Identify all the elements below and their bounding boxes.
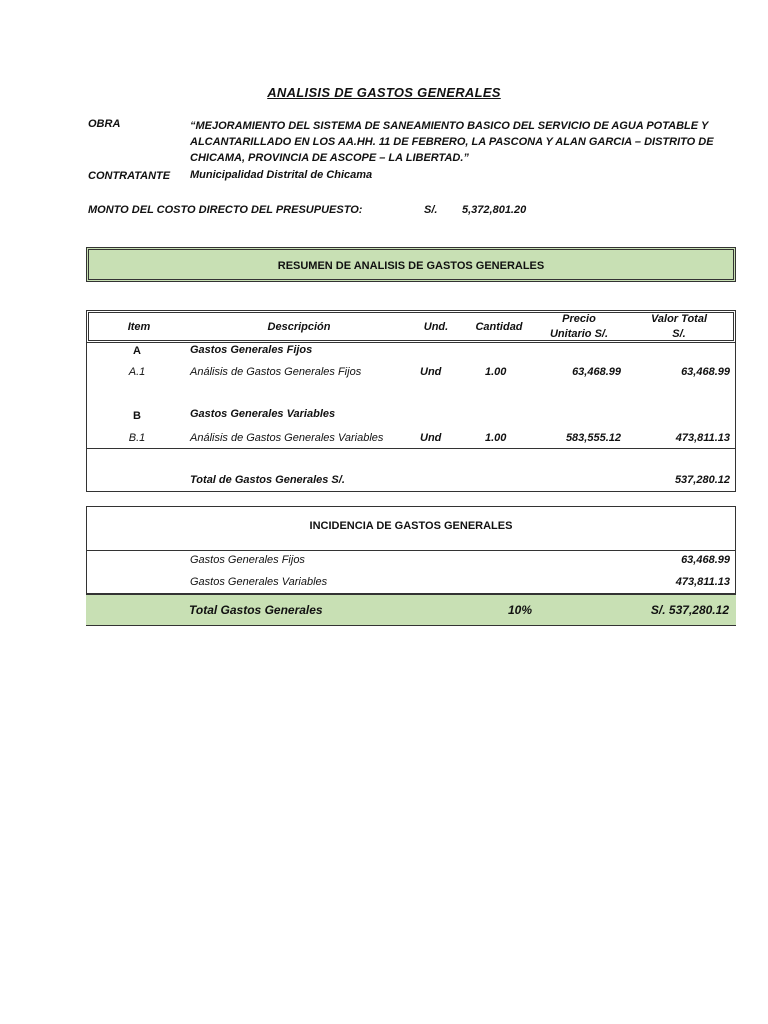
obra-label: OBRA (88, 118, 121, 130)
header-valor-2: S/. (672, 328, 686, 340)
header-descripcion: Descripción (267, 321, 331, 333)
resumen-banner (86, 247, 736, 282)
row-b1-valor: 473,811.13 (675, 432, 730, 444)
obra-text: “MEJORAMIENTO DEL SISTEMA DE SANEAMIENTO BASICO DEL SERVICIO DE AGUA POTABLE Y ALCANTARILLADO EN LOS AA.HH. 11 DE FEBRERO, LA PASCONA Y ALAN GARCIA – DISTRITO DE CHICAMA, PROVINCIA DE ASCOPE – LA LIBERTAD.” (190, 120, 714, 164)
monto-value: 5,372,801.20 (462, 204, 527, 216)
total-label: Total de Gastos Generales S/. (190, 474, 345, 486)
header-item: Item (127, 321, 151, 333)
group-a-title: Gastos Generales Fijos (190, 344, 313, 356)
incidencia-row-label: Gastos Generales Fijos (190, 554, 305, 566)
row-b1-cant: 1.00 (485, 432, 507, 444)
resumen-title: RESUMEN DE ANALISIS DE GASTOS GENERALES (277, 260, 545, 272)
total-value: 537,280.12 (674, 474, 730, 486)
incidencia-row-value: 63,468.99 (681, 554, 730, 566)
row-a1-item: A.1 (128, 366, 146, 378)
header-und: Und. (423, 321, 449, 333)
header-precio-2: Unitario S/. (549, 328, 609, 340)
incidencia-row-label: Gastos Generales Variables (190, 576, 328, 588)
header-precio-1: Precio (562, 313, 596, 325)
row-a1-und: Und (420, 366, 442, 378)
row-b1-und: Und (420, 432, 442, 444)
row-a1-precio: 63,468.99 (572, 366, 621, 378)
row-a1-cant: 1.00 (485, 366, 507, 378)
incidencia-total-value: S/. 537,280.12 (650, 603, 729, 617)
contratante-label: CONTRATANTE (88, 170, 171, 182)
contratante-value: Municipalidad Distrital de Chicama (190, 169, 373, 181)
row-b1-precio: 583,555.12 (565, 432, 621, 444)
incidencia-title: INCIDENCIA DE GASTOS GENERALES (309, 520, 513, 532)
incidencia-table (86, 506, 736, 626)
monto-label: MONTO DEL COSTO DIRECTO DEL PRESUPUESTO: (88, 204, 363, 216)
gastos-table (86, 310, 736, 492)
incidencia-total-label: Total Gastos Generales (189, 603, 323, 617)
group-b-title: Gastos Generales Variables (190, 408, 336, 420)
incidencia-total-pct: 10% (508, 603, 533, 617)
row-a1-desc: Análisis de Gastos Generales Fijos (190, 366, 362, 378)
incidencia-row-value: 473,811.13 (675, 576, 730, 588)
incidencia-divider (87, 550, 735, 551)
group-a-item: A (133, 345, 141, 357)
row-b1-item: B.1 (128, 432, 146, 444)
monto-currency: S/. (424, 204, 438, 216)
header-valor-1: Valor Total (650, 313, 708, 325)
row-b1-desc: Análisis de Gastos Generales Variables (190, 432, 384, 444)
incidencia-total-row (86, 593, 736, 626)
page-title: ANALISIS DE GASTOS GENERALES (267, 85, 501, 100)
table-divider (87, 448, 735, 449)
header-cantidad: Cantidad (475, 321, 523, 333)
row-a1-valor: 63,468.99 (681, 366, 730, 378)
table-header (86, 310, 736, 343)
group-b-item: B (133, 410, 141, 422)
